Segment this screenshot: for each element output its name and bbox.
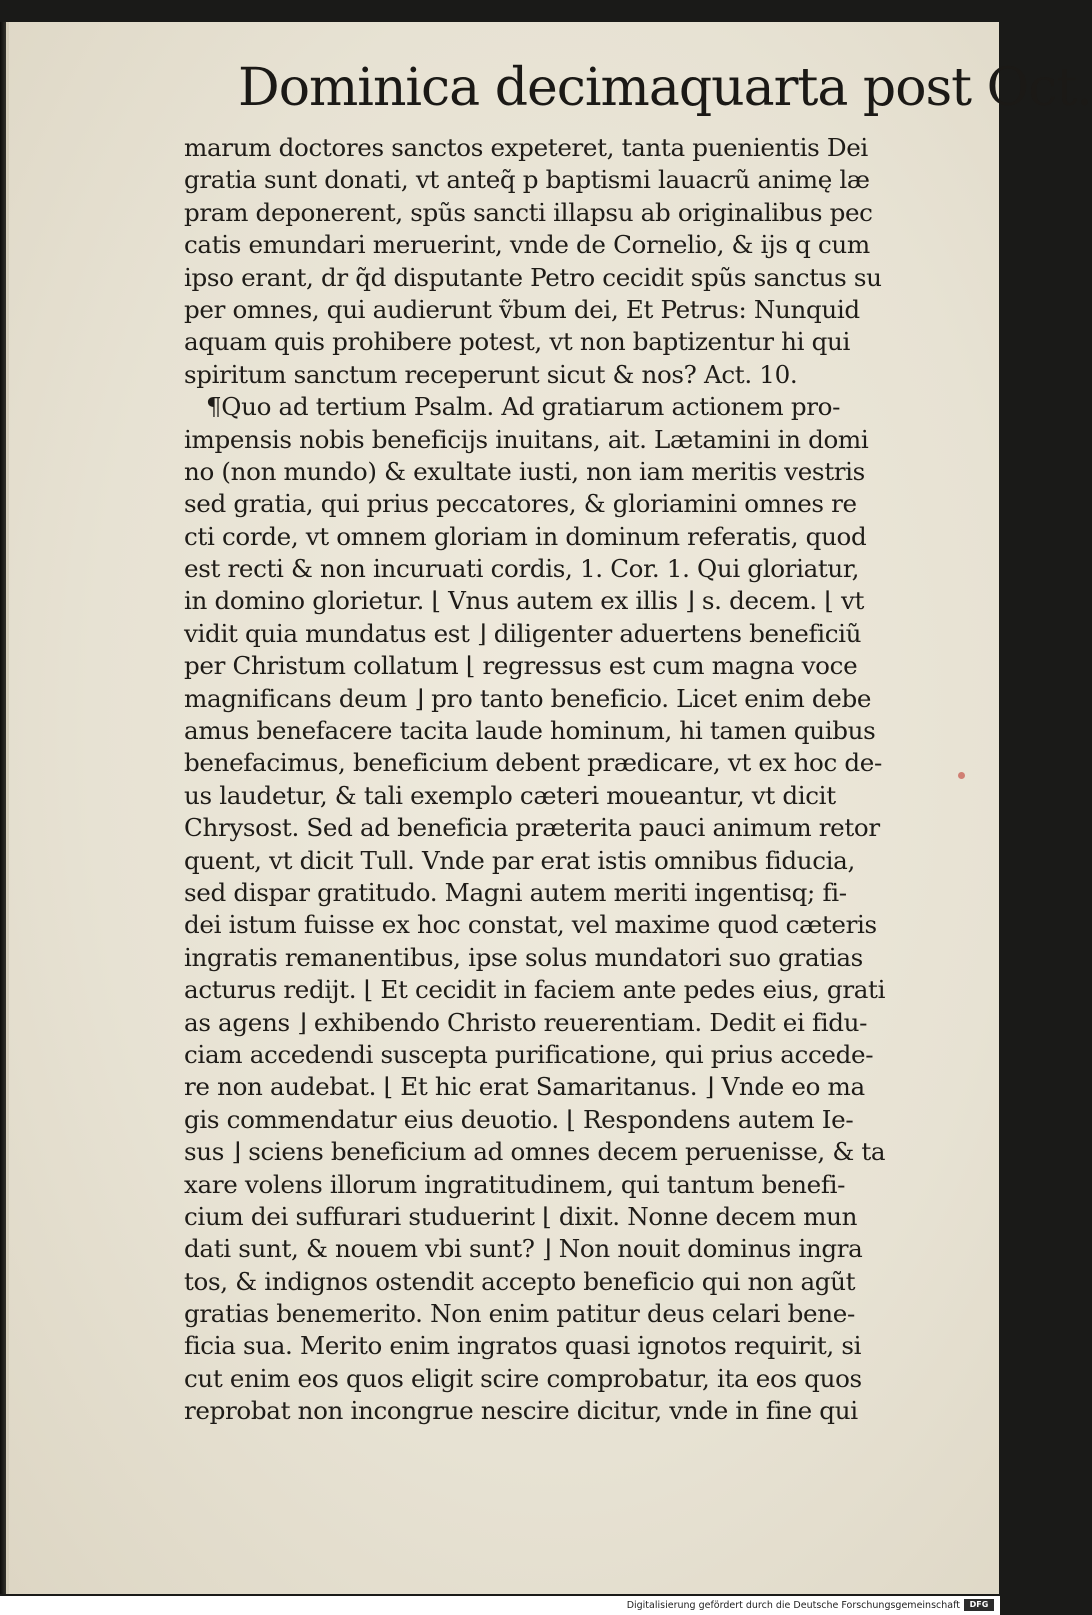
text-line: no (non mundo) & exultate iusti, non iam meritis vestris — [184, 456, 865, 486]
text-line: aquam quis prohibere potest, vt non baptizentur hi qui — [184, 327, 851, 357]
text-line: sed dispar gratitudo. Magni autem meriti ingentisq; fi- — [184, 877, 847, 907]
text-line: impensis nobis beneficijs inuitans, ait. Lætamini in domi — [184, 424, 869, 454]
text-line: amus benefacere tacita laude hominum, hi tamen quibus — [184, 716, 876, 746]
text-line: tos, & indignos ostendit accepto beneficio qui non agũt — [184, 1266, 856, 1296]
text-line: dei istum fuisse ex hoc constat, vel maxime quod cæteris — [184, 910, 877, 940]
text-line: marum doctores sanctos expeteret, tanta puenientis Dei — [184, 133, 868, 162]
text-line: spiritum sanctum receperunt sicut & nos? Act. 10. — [184, 359, 798, 389]
text-line: re non audebat. ⌊ Et hic erat Samaritanus. ⌋ Vnde eo ma — [184, 1072, 865, 1102]
text-line: ciam accedendi suscepta purificatione, qui prius accede- — [184, 1039, 874, 1069]
footer-credit: Digitalisierung gefördert durch die Deutsche Forschungsgemeinschaft — [626, 1600, 960, 1611]
text-line: acturus redijt. ⌊ Et cecidit in faciem ante pedes eius, grati — [184, 975, 886, 1005]
text-line: xare volens illorum ingratitudinem, qui tantum benefi- — [184, 1169, 846, 1199]
text-line: gratias benemerito. Non enim patitur deus celari bene- — [184, 1299, 855, 1329]
text-line: per omnes, qui audierunt ṽbum dei, Et Petrus: Nunquid — [184, 294, 860, 324]
text-line: cium dei suffurari studuerint ⌊ dixit. Nonne decem mun — [184, 1201, 858, 1231]
text-line: reprobat non incongrue nescire dicitur, vnde in fine qui — [184, 1396, 858, 1426]
text-line: ingratis remanentibus, ipse solus mundatori suo gratias — [184, 942, 863, 972]
text-line: Chrysost. Sed ad beneficia præterita pauci animum retor — [184, 813, 880, 843]
text-line: magnificans deum ⌋ pro tanto beneficio. Licet enim debe — [184, 683, 872, 713]
text-line: us laudetur, & tali exemplo cæteri moueantur, vt dicit — [184, 780, 836, 810]
text-line: ¶Quo ad tertium Psalm. Ad gratiarum actionem pro- — [206, 392, 841, 422]
text-line: benefacimus, beneficium debent prædicare, vt ex hoc de- — [184, 748, 882, 778]
text-line: gratia sunt donati, vt anteq̃ p baptismi lauacrũ animę læ — [184, 165, 870, 195]
running-head: Dominica decimaquarta post Oct. — [238, 58, 1092, 118]
text-line: as agens ⌋ exhibendo Christo reuerentiam. Dedit ei fidu- — [184, 1007, 868, 1037]
text-line: per Christum collatum ⌊ regressus est cum magna voce — [184, 651, 858, 681]
dfg-logo: DFG — [964, 1599, 994, 1611]
text-line: sus ⌋ sciens beneficium ad omnes decem peruenisse, & ta — [184, 1137, 886, 1167]
text-line: est recti & non incuruati cordis, 1. Cor. 1. Qui gloriatur, — [184, 554, 860, 584]
text-line: ficia sua. Merito enim ingratos quasi ignotos requirit, si — [184, 1331, 862, 1361]
text-line: cti corde, vt omnem gloriam in dominum referatis, quod — [184, 521, 867, 551]
text-line: ipso erant, dr q̃d disputante Petro cecidit spũs sanctus su — [184, 262, 882, 292]
text-line: quent, vt dicit Tull. Vnde par erat istis omnibus fiducia, — [184, 845, 855, 875]
text-line: dati sunt, & nouem vbi sunt? ⌋ Non nouit dominus ingra — [184, 1234, 863, 1264]
text-line: gis commendatur eius deuotio. ⌊ Respondens autem Ie- — [184, 1104, 854, 1134]
text-line: pram deponerent, spũs sancti illapsu ab originalibus pec — [184, 197, 873, 227]
text-line: in domino glorietur. ⌊ Vnus autem ex illis ⌋ s. decem. ⌊ vt — [184, 586, 865, 616]
text-line: vidit quia mundatus est ⌋ diligenter aduertens beneficiũ — [184, 618, 862, 648]
ink-spot — [958, 772, 965, 779]
text-line: cut enim eos quos eligit scire comprobatur, ita eos quos — [184, 1363, 862, 1393]
text-line: catis emundari meruerint, vnde de Cornelio, & ijs q cum — [184, 230, 870, 260]
body-text — [184, 132, 886, 1428]
text-line: sed gratia, qui prius peccatores, & gloriamini omnes re — [184, 489, 857, 519]
